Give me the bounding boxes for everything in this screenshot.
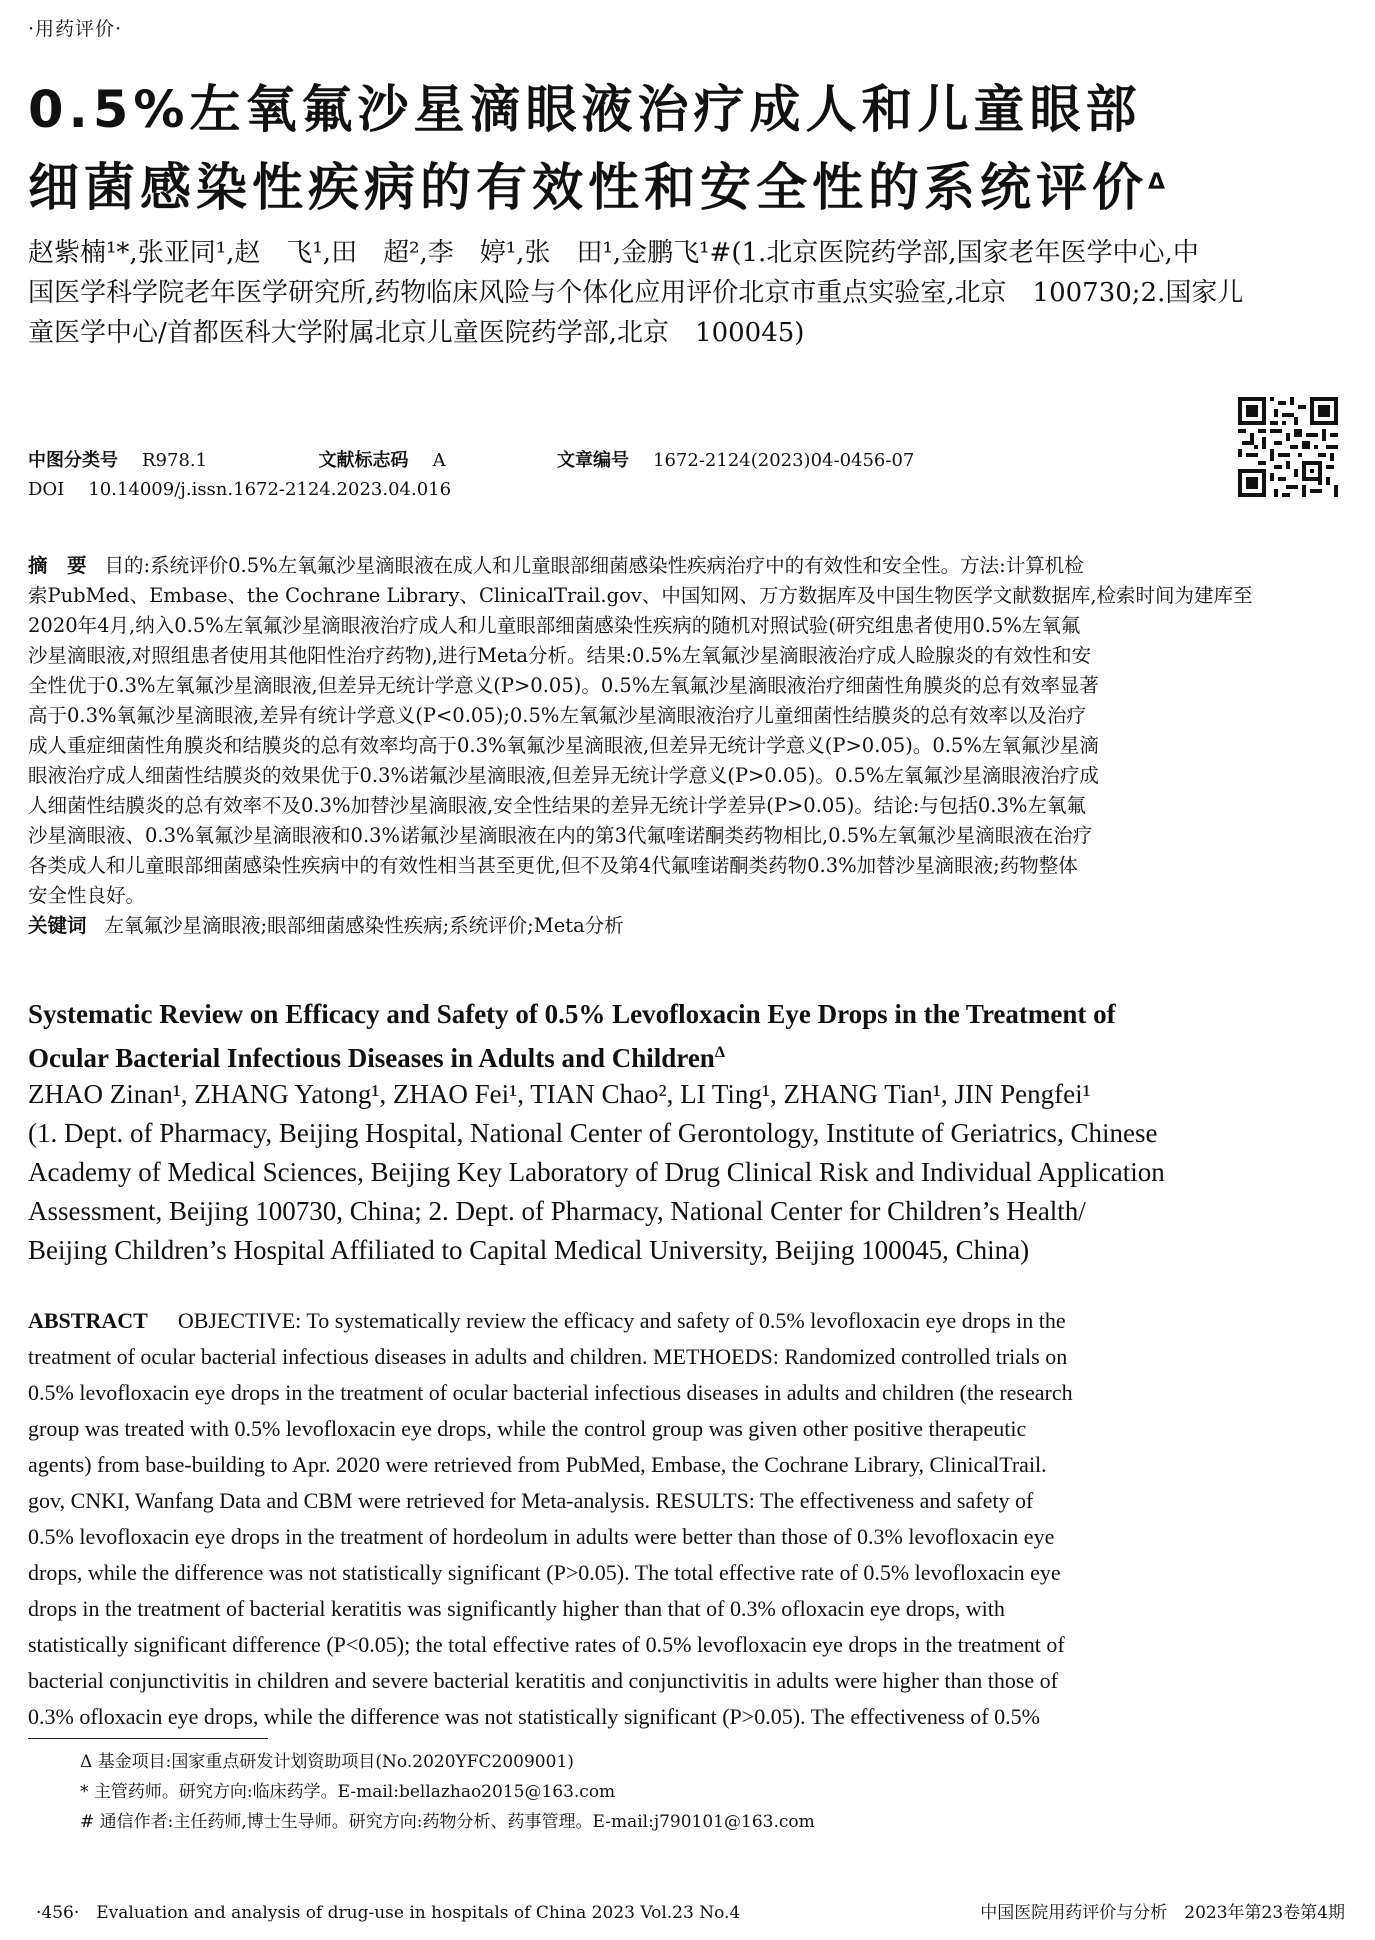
doi-value[interactable]: 10.14009/j.issn.1672-2124.2023.04.016 [88,479,452,500]
cn-abstract-line: 目的:系统评价0.5%左氧氟沙星滴眼液在成人和儿童眼部细菌感染性疾病治疗中的有效性和安全性。方法:计算机检 [104,554,1084,577]
keywords: 左氧氟沙星滴眼液;眼部细菌感染性疾病;系统评价;Meta分析 [104,914,624,937]
en-title-marker: Δ [714,1043,725,1061]
cn-abstract-line: 全性优于0.3%左氧氟沙星滴眼液,但差异无统计学意义(P>0.05)。0.5%左氧氟沙星滴眼液治疗细菌性角膜炎的总有效率显著 [28,674,1099,697]
cn-authors [28,233,1348,353]
footnote-first-author: * 主管药师。研究方向:临床药学。E-mail:bellazhao2015@163.com [80,1782,616,1802]
en-authors [28,1075,1348,1270]
cn-abstract-line: 安全性良好。 [28,884,146,907]
cn-abstract [28,551,1348,941]
article-no-value: 1672-2124(2023)04-0456-07 [653,450,915,471]
en-abstract-line: bacterial conjunctivitis in children and severe bacterial keratitis and conjunctivitis in adults were higher than those of [28,1668,1058,1693]
doc-code-value: A [432,450,446,471]
en-authors-line: Academy of Medical Sciences, Beijing Key Laboratory of Drug Clinical Risk and Individual Application [28,1157,1165,1187]
cn-abstract-line: 各类成人和儿童眼部细菌感染性疾病中的有效性相当甚至更优,但不及第4代氟喹诺酮类药物0.3%加替沙星滴眼液;药物整体 [28,854,1078,877]
cn-authors-line: 赵紫楠¹*,张亚同¹,赵 飞¹,田 超²,李 婷¹,张 田¹,金鹏飞¹#(1.北京医院药学部,国家老年医学中心,中 [28,238,1199,268]
meta-row-2 [28,479,451,500]
footer-right: 中国医院用药评价与分析 2023年第23卷第4期 [980,1903,1345,1923]
en-title-line: Ocular Bacterial Infectious Diseases in Adults and Children [28,1043,715,1073]
en-abstract-line: drops, while the difference was not statistically significant (P>0.05). The total effective rate of 0.5% levofloxacin eye [28,1560,1061,1585]
cn-authors-line: 童医学中心/首都医科大学附属北京儿童医院药学部,北京 100045) [28,318,805,348]
en-abstract-line: drops in the treatment of bacterial keratitis was significantly higher than that of 0.3% ofloxacin eye drops, with [28,1596,1005,1621]
en-abstract-line: agents) from base-building to Apr. 2020 were retrieved from PubMed, Embase, the Cochrane Library, ClinicalTrail. [28,1452,1047,1477]
en-abstract-line: treatment of ocular bacterial infectious diseases in adults and children. METHOEDS: Randomized controlled trials on [28,1344,1068,1369]
doc-code-label: 文献标志码 [318,450,409,471]
en-authors-line: Assessment, Beijing 100730, China; 2. Dept. of Pharmacy, National Center for Children’s Health/ [28,1196,1086,1226]
cn-abstract-line: 成人重症细菌性角膜炎和结膜炎的总有效率均高于0.3%氧氟沙星滴眼液,但差异无统计学意义(P>0.05)。0.5%左氧氟沙星滴 [28,734,1099,757]
en-title [28,995,1348,1077]
cn-abstract-line: 高于0.3%氧氟沙星滴眼液,差异有统计学意义(P<0.05);0.5%左氧氟沙星滴眼液治疗儿童细菌性结膜炎的总有效率以及治疗 [28,704,1086,727]
cn-abstract-line: 沙星滴眼液、0.3%氧氟沙星滴眼液和0.3%诺氟沙星滴眼液在内的第3代氟喹诺酮类药物相比,0.5%左氧氟沙星滴眼液在治疗 [28,824,1093,847]
en-title-line: Systematic Review on Efficacy and Safety of 0.5% Levofloxacin Eye Drops in the Treatment of [28,999,1116,1029]
cn-abstract-line: 眼液治疗成人细菌性结膜炎的效果优于0.3%诺氟沙星滴眼液,但差异无统计学意义(P>0.05)。0.5%左氧氟沙星滴眼液治疗成 [28,764,1099,787]
clc-label: 中图分类号 [28,450,118,471]
en-authors-line: Beijing Children’s Hospital Affiliated to Capital Medical University, Beijing 100045, China) [28,1235,1030,1265]
clc-value: R978.1 [142,450,208,471]
en-abstract-line: 0.5% levofloxacin eye drops in the treatment of ocular bacterial infectious diseases in adults and children (the research [28,1380,1073,1405]
cn-abstract-line: 2020年4月,纳入0.5%左氧氟沙星滴眼液治疗成人和儿童眼部细菌感染性疾病的随机对照试验(研究组患者使用0.5%左氧氟 [28,614,1081,637]
cn-title-marker: Δ [1148,170,1166,195]
cn-abstract-line: 索PubMed、Embase、the Cochrane Library、ClinicalTrail.gov、中国知网、万方数据库及中国生物医学文献数据库,检索时间为建库至 [28,584,1253,607]
en-abstract [28,1303,1348,1735]
footnote-fund: Δ 基金项目:国家重点研发计划资助项目(No.2020YFC2009001) [80,1752,574,1772]
section-tag: ·用药评价· [28,18,123,40]
en-authors-line: (1. Dept. of Pharmacy, Beijing Hospital, National Center of Gerontology, Institute of Geriatrics, Chinese [28,1118,1158,1148]
meta-row-1 [28,446,914,472]
cn-abstract-label: 摘 要 [28,554,87,577]
cn-authors-line: 国医学科学院老年医学研究所,药物临床风险与个体化应用评价北京市重点实验室,北京 100730;2.国家儿 [28,278,1244,308]
cn-title-text: 细菌感染性疾病的有效性和安全性的系统评价 [28,159,1149,218]
doi-label: DOI [28,479,65,500]
en-authors-line: ZHAO Zinan¹, ZHANG Yatong¹, ZHAO Fei¹, TIAN Chao², LI Ting¹, ZHANG Tian¹, JIN Pengfei¹ [28,1079,1091,1109]
footnote-divider [28,1738,268,1739]
qr-code [1238,397,1338,497]
cn-title-line-1: 0.5%左氧氟沙星滴眼液治疗成人和儿童眼部 [28,81,1142,140]
cn-abstract-line: 人细菌性结膜炎的总有效率不及0.3%加替沙星滴眼液,安全性结果的差异无统计学差异(P>0.05)。结论:与包括0.3%左氧氟 [28,794,1086,817]
en-abstract-line: group was treated with 0.5% levofloxacin eye drops, while the control group was given other positive therapeutic [28,1416,1027,1441]
keywords-label: 关键词 [28,914,87,937]
en-abstract-line: statistically significant difference (P<0.05); the total effective rates of 0.5% levofloxacin eye drops in the treatment of [28,1632,1065,1657]
footer-left: ·456· Evaluation and analysis of drug-use in hospitals of China 2023 Vol.23 No.4 [36,1903,741,1923]
footnote-corresponding: # 通信作者:主任药师,博士生导师。研究方向:药物分析、药事管理。E-mail:j790101@163.com [80,1812,815,1832]
en-abstract-label: ABSTRACT [28,1308,148,1333]
en-abstract-line: gov, CNKI, Wanfang Data and CBM were retrieved for Meta-analysis. RESULTS: The effectiveness and safety of [28,1488,1034,1513]
en-abstract-line: 0.5% levofloxacin eye drops in the treatment of hordeolum in adults were better than those of 0.3% levofloxacin eye [28,1524,1055,1549]
article-no-label: 文章编号 [557,450,630,471]
cn-abstract-line: 沙星滴眼液,对照组患者使用其他阳性治疗药物),进行Meta分析。结果:0.5%左氧氟沙星滴眼液治疗成人睑腺炎的有效性和安 [28,644,1092,667]
en-abstract-line: 0.3% ofloxacin eye drops, while the difference was not statistically significant (P>0.05). The effectiveness of 0.5% [28,1704,1040,1729]
cn-title-line-2 [28,154,1348,224]
en-abstract-line: OBJECTIVE: To systematically review the efficacy and safety of 0.5% levofloxacin eye drops in the [177,1308,1066,1333]
